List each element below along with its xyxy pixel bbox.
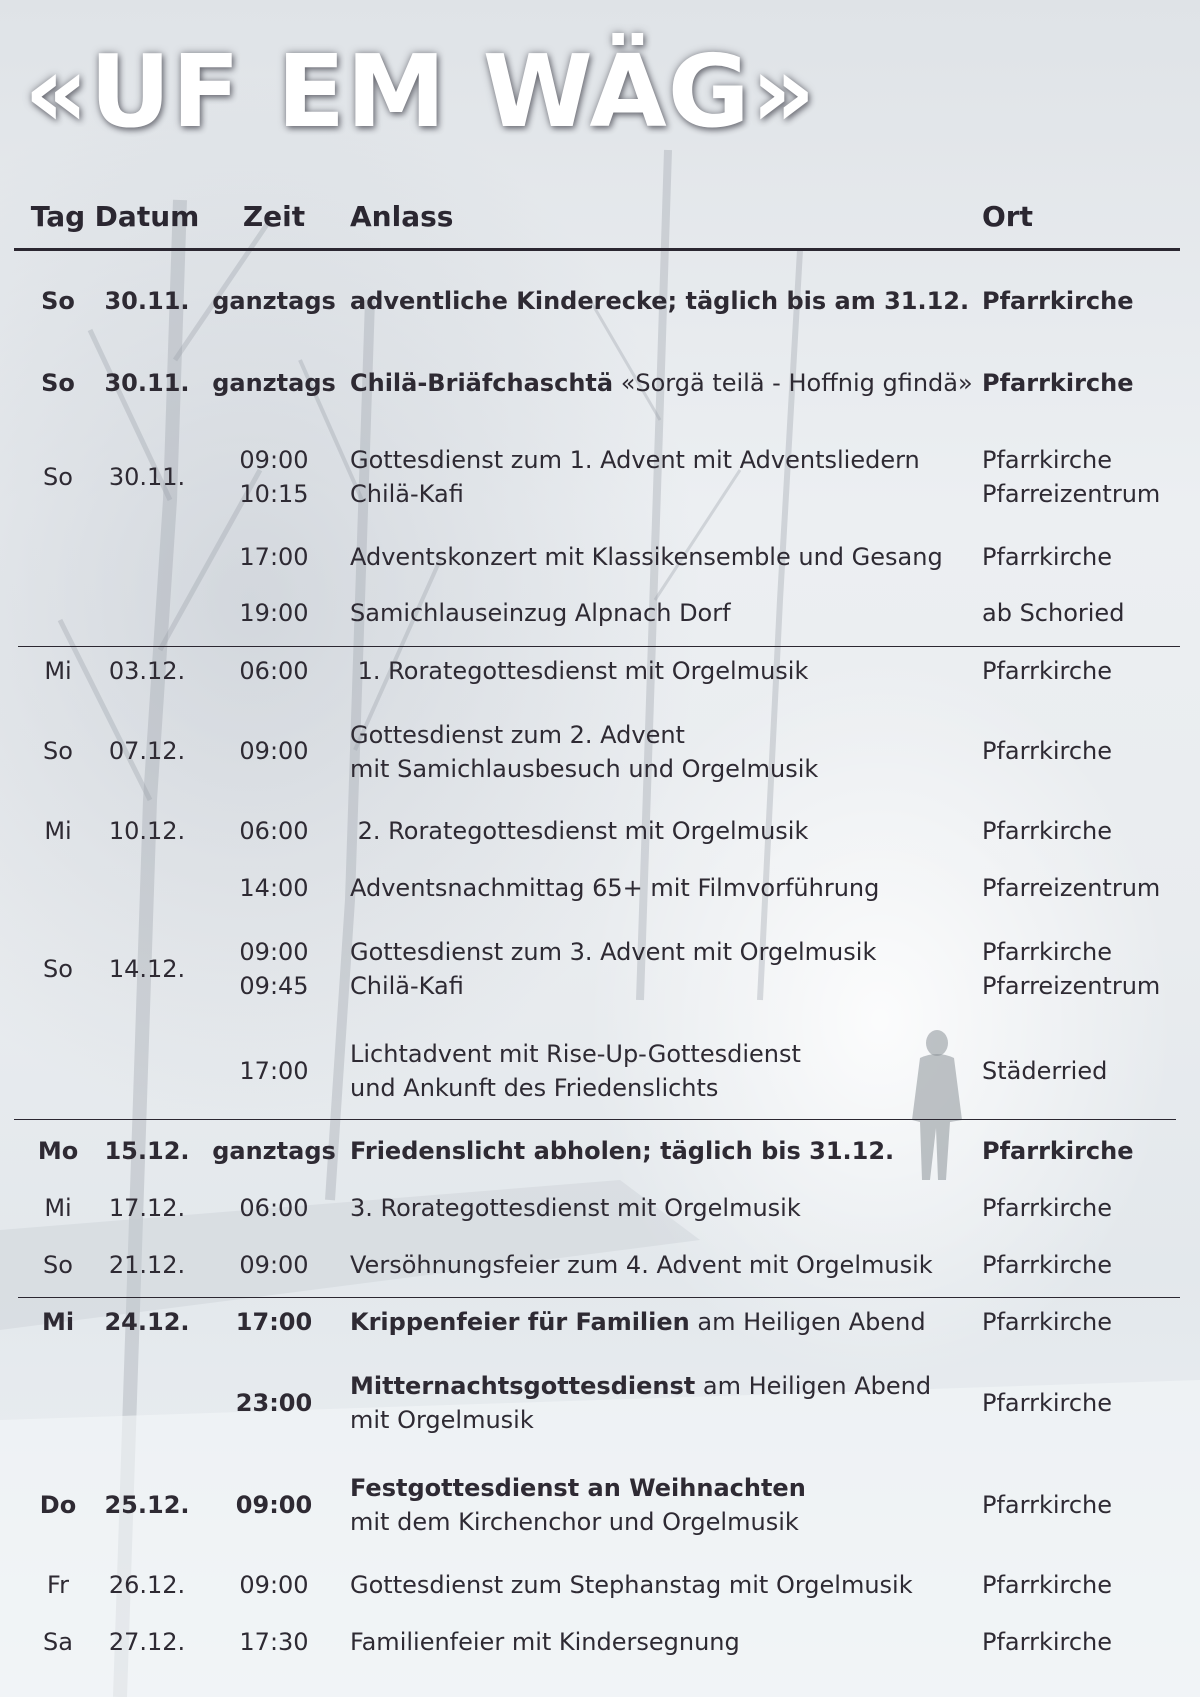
cell-anlass: 2. Rorategottesdienst mit Orgelmusik: [350, 817, 809, 845]
anlass-emphasis: Chilä-Briäfchaschtä: [350, 369, 614, 397]
cell-anlass: Samichlauseinzug Alpnach Dorf: [350, 599, 731, 627]
cell-tag: So: [43, 737, 73, 765]
cell-anlass: Familienfeier mit Kindersegnung: [350, 1628, 740, 1656]
cell-ort: Pfarrkirche: [982, 1389, 1113, 1417]
cell-datum: 17.12.: [108, 1194, 186, 1222]
cell-zeit: 17:30: [239, 1628, 309, 1656]
anlass-rest: am Heiligen Abend: [689, 1308, 926, 1336]
cell-datum: 14.12.: [108, 955, 186, 983]
cell-ort: Pfarreizentrum: [982, 972, 1161, 1000]
cell-zeit: 09:00: [239, 737, 309, 765]
cell-anlass: adventliche Kinderecke; täglich bis am 31.12.: [350, 287, 970, 315]
anlass-rest: am Heiligen Abend: [695, 1372, 932, 1400]
cell-anlass: Chilä-Kafi: [350, 480, 464, 508]
section-divider: [18, 646, 1180, 647]
cell-anlass: Adventskonzert mit Klassikensemble und Gesang: [350, 543, 943, 571]
cell-anlass: [350, 1305, 926, 1339]
cell-ort: Pfarrkirche: [982, 1194, 1113, 1222]
cell-zeit: 17:00: [239, 1057, 309, 1085]
cell-datum: 25.12.: [104, 1491, 190, 1519]
cell-zeit: ganztags: [212, 369, 336, 397]
cell-tag: Mi: [41, 1308, 75, 1336]
cell-zeit: 06:00: [239, 657, 309, 685]
cell-tag: Sa: [43, 1628, 73, 1656]
cell-ort: Pfarrkirche: [982, 817, 1113, 845]
anlass-emphasis: Krippenfeier für Familien: [350, 1308, 690, 1336]
header-anlass: Anlass: [350, 200, 454, 233]
cell-tag: Mi: [44, 817, 72, 845]
cell-datum: 26.12.: [108, 1571, 186, 1599]
cell-anlass: [350, 366, 973, 400]
cell-ort: Pfarrkirche: [982, 446, 1113, 474]
cell-anlass: Versöhnungsfeier zum 4. Advent mit Orgelmusik: [350, 1251, 933, 1279]
header-rule: [14, 248, 1180, 251]
cell-anlass: Chilä-Kafi: [350, 972, 464, 1000]
cell-ort: Pfarrkirche: [982, 369, 1134, 397]
anlass-rest: «Sorgä teilä - Hoffnig gfindä»: [613, 369, 973, 397]
cell-zeit: 17:00: [235, 1308, 313, 1336]
cell-tag: Do: [39, 1491, 77, 1519]
cell-ort: Pfarrkirche: [982, 1491, 1113, 1519]
cell-zeit: 09:00: [239, 1251, 309, 1279]
cell-ort: Pfarrkirche: [982, 938, 1113, 966]
cell-ort: Pfarrkirche: [982, 737, 1113, 765]
cell-tag: So: [43, 955, 73, 983]
cell-zeit: 09:00: [239, 938, 309, 966]
cell-ort: Pfarrkirche: [982, 657, 1113, 685]
cell-ort: Pfarrkirche: [982, 1137, 1134, 1165]
cell-zeit: 17:00: [239, 543, 309, 571]
cell-tag: Mi: [44, 1194, 72, 1222]
cell-anlass: Gottesdienst zum 1. Advent mit Adventsliedern: [350, 446, 920, 474]
cell-zeit: 10:15: [239, 480, 309, 508]
cell-tag: Mi: [44, 657, 72, 685]
cell-anlass: und Ankunft des Friedenslichts: [350, 1074, 719, 1102]
cell-zeit: 09:00: [235, 1491, 313, 1519]
cell-ort: Pfarrkirche: [982, 1251, 1113, 1279]
cell-ort: ab Schoried: [982, 599, 1125, 627]
cell-ort: Pfarrkirche: [982, 1628, 1113, 1656]
cell-anlass: Gottesdienst zum 2. Advent: [350, 721, 685, 749]
cell-zeit: 19:00: [239, 599, 309, 627]
header-zeit: Zeit: [242, 200, 306, 233]
cell-tag: So: [43, 463, 73, 491]
cell-anlass: 1. Rorategottesdienst mit Orgelmusik: [350, 657, 809, 685]
cell-zeit: 09:45: [239, 972, 309, 1000]
cell-datum: 03.12.: [108, 657, 186, 685]
cell-datum: 24.12.: [104, 1308, 190, 1336]
cell-anlass: Festgottesdienst an Weihnachten: [350, 1474, 806, 1502]
cell-zeit: ganztags: [212, 287, 336, 315]
section-divider: [14, 1119, 1176, 1120]
cell-datum: 10.12.: [108, 817, 186, 845]
cell-datum: 07.12.: [108, 737, 186, 765]
cell-zeit: 06:00: [239, 1194, 309, 1222]
cell-zeit: 23:00: [235, 1389, 313, 1417]
cell-datum: 30.11.: [104, 287, 190, 315]
header-datum: Datum: [94, 200, 200, 233]
cell-tag: So: [43, 1251, 73, 1279]
cell-datum: 21.12.: [108, 1251, 186, 1279]
page-title: «UF EM WÄG»: [24, 33, 817, 150]
cell-tag: Mo: [37, 1137, 79, 1165]
anlass-emphasis: Mitternachtsgottesdienst: [350, 1372, 696, 1400]
cell-ort: Pfarrkirche: [982, 543, 1113, 571]
cell-tag: So: [41, 287, 75, 315]
cell-datum: 27.12.: [108, 1628, 186, 1656]
cell-zeit: 09:00: [239, 446, 309, 474]
cell-anlass: mit Orgelmusik: [350, 1406, 534, 1434]
cell-anlass: Lichtadvent mit Rise-Up-Gottesdienst: [350, 1040, 801, 1068]
cell-ort: Pfarrkirche: [982, 287, 1134, 315]
cell-zeit: 06:00: [239, 817, 309, 845]
cell-anlass: mit Samichlausbesuch und Orgelmusik: [350, 755, 819, 783]
cell-ort: Pfarrkirche: [982, 1571, 1113, 1599]
cell-anlass: Adventsnachmittag 65+ mit Filmvorführung: [350, 874, 880, 902]
cell-anlass: [350, 1369, 931, 1403]
cell-datum: 30.11.: [104, 369, 190, 397]
cell-ort: Städerried: [982, 1057, 1108, 1085]
cell-zeit: ganztags: [212, 1137, 336, 1165]
cell-ort: Pfarreizentrum: [982, 480, 1161, 508]
cell-anlass: Gottesdienst zum 3. Advent mit Orgelmusik: [350, 938, 877, 966]
cell-zeit: 09:00: [239, 1571, 309, 1599]
cell-tag: Fr: [47, 1571, 69, 1599]
header-tag: Tag: [30, 200, 86, 233]
cell-ort: Pfarrkirche: [982, 1308, 1113, 1336]
header-ort: Ort: [982, 200, 1033, 233]
cell-anlass: Friedenslicht abholen; täglich bis 31.12.: [350, 1137, 895, 1165]
section-divider: [18, 1297, 1180, 1298]
cell-zeit: 14:00: [239, 874, 309, 902]
cell-anlass: mit dem Kirchenchor und Orgelmusik: [350, 1508, 799, 1536]
cell-tag: So: [41, 369, 75, 397]
cell-datum: 30.11.: [108, 463, 186, 491]
cell-ort: Pfarreizentrum: [982, 874, 1161, 902]
cell-anlass: 3. Rorategottesdienst mit Orgelmusik: [350, 1194, 801, 1222]
cell-datum: 15.12.: [104, 1137, 190, 1165]
cell-anlass: Gottesdienst zum Stephanstag mit Orgelmusik: [350, 1571, 913, 1599]
